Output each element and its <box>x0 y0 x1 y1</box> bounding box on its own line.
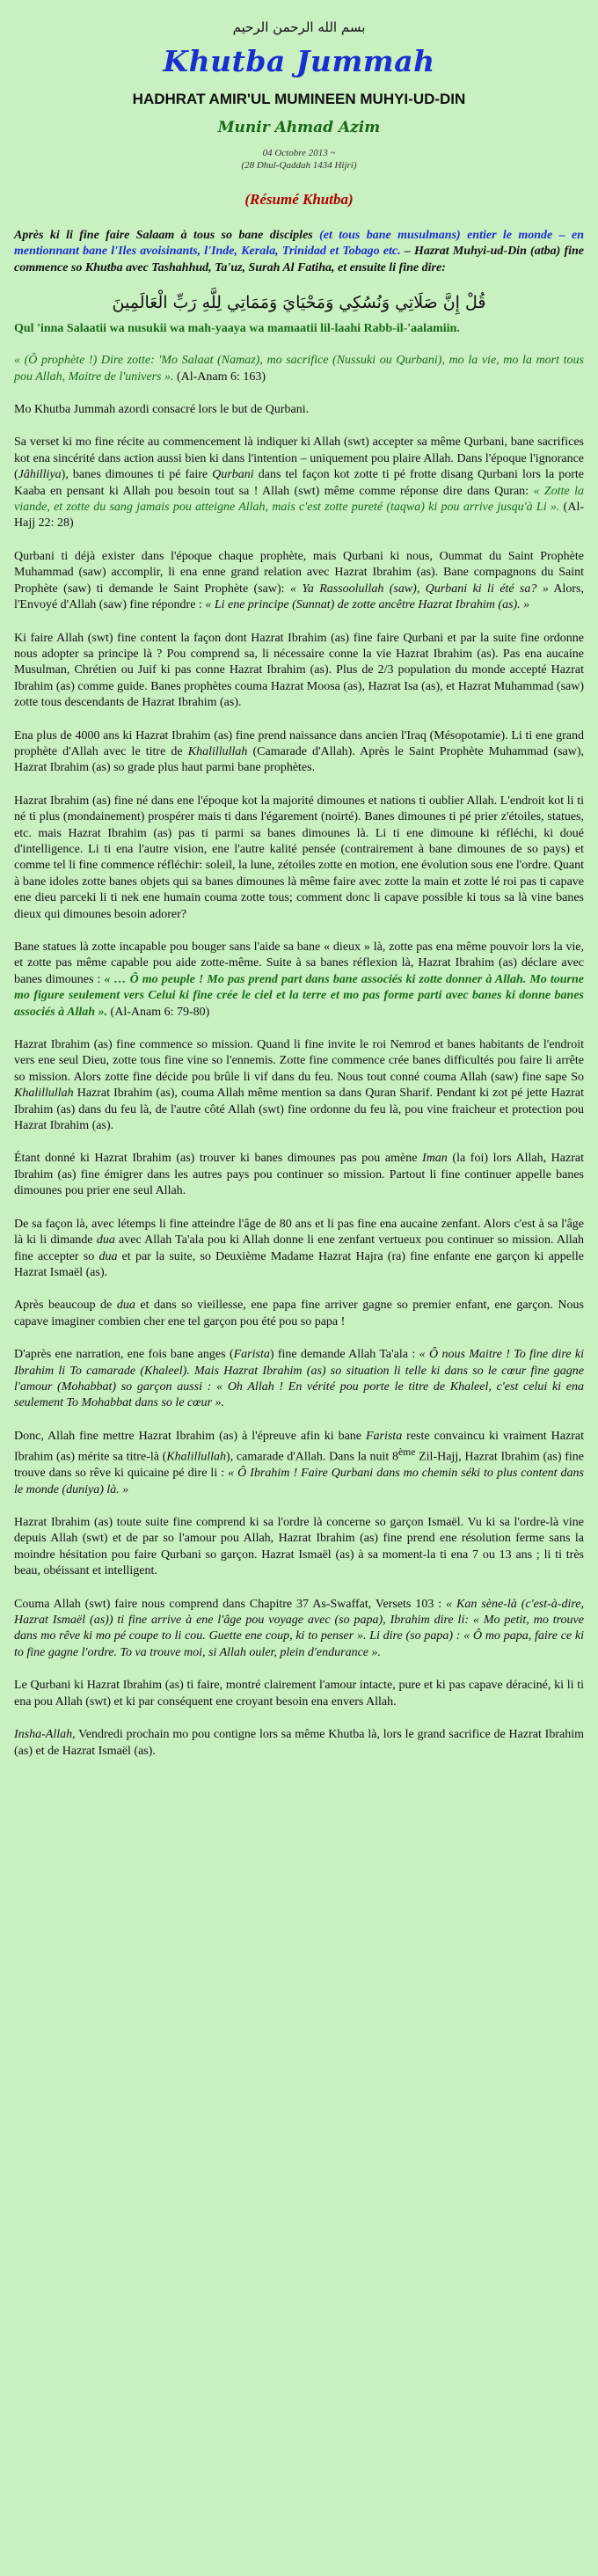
date-gregorian: 04 Octobre 2013 ~ <box>262 148 336 158</box>
paragraph-16: Le Qurbani ki Hazrat Ibrahim (as) ti faire, montré clairement l'amour intacte, pure et ki pas capave déraciné, ki li ti ena pou Allah (swt) et ki par conséquent ene croyant besoin ena envers Allah. <box>14 1679 584 1709</box>
verse-transliteration: Qul 'inna Salaatii wa nusukii wa mah-yaaya wa mamaatii lil-laahi Rabb-il-'aalamiin. <box>14 322 460 336</box>
paragraph-5: Ena plus de 4000 ans ki Hazrat Ibrahim (as) fine prend naissance dans ancien l'Iraq (Mésopotamie). Li ti ene grand prophète d'Allah avec le titre de Khalillullah (Camarade d'Allah). Après le Saint Prophète Muhammad (saw), Hazrat Ibrahim (as) so grade plus haut parmi bane prophètes. <box>14 728 585 775</box>
paragraph-10: De sa façon là, avec létemps li fine atteindre l'âge de 80 ans et li pas fine ena aucaine zenfant. Alors c'est à sa l'âge là ki li dimande dua avec Allah Ta'ala pou ki Allah donne li ene zenfant vertueux pou continuer so mission. Allah fine accepter so dua et par la suite, so Deuxième Madame Hazrat Hajra (ra) fine enfante ene garçon ki appelle Hazrat Ismaël (as). <box>14 1217 584 1279</box>
paragraph-13: Donc, Allah fine mettre Hazrat Ibrahim (as) à l'épreuve afin ki bane Farista reste convaincu ki vraiment Hazrat Ibrahim (as) mérite sa titre-là (Khalillullah), camarade d'Allah. Dans la nuit 8ème Zil-Hajj, Hazrat Ibrahim (as) fine trouve dans so rêve ki quicaine pé dire li : « Ô Ibrahim ! Faire Qurbani dans mo chemin séki to plus content dans le monde (duniya) là. » <box>14 1429 584 1497</box>
page-title: Khutba Jummah <box>163 44 435 78</box>
verse-translation: « (Ô prophète !) Dire zotte: 'Mo Salaat (Namaz), mo sacrifice (Nussuki ou Qurbani), mo la vie, mo la mort tous pou Allah, Maitre de l'univers ». (Al-Anam 6: 163) <box>14 354 584 384</box>
author-name: Munir Ahmad Azim <box>217 119 381 136</box>
bismillah: بسم الله الرحمن الرحيم <box>232 19 366 35</box>
paragraph-2: Sa verset ki mo fine récite au commencement là indiquer ki Allah (swt) accepter sa même Qurbani, bane sacrifices kot ena sincérité dans action aussi bien ki dans l'intention – uniquement pou plaire Allah. Dans l'époque l'ignorance (Jâhilliya), banes dimounes ti pé faire Qurbani dans tel façon kot zotte ti pé frotte disang Qurbani lors la porte Kaaba en pensant ki Allah pou besoin tout sa ! Allah (swt) même comme réponse dire dans Quran: « Zotte la viande, et zotte du sang jamais pou atteigne Allah, mais c'est zotte pureté (taqwa) ki pou arrive jusqu'à Li ». (Al-Hajj 22: 28) <box>14 435 585 531</box>
paragraph-14: Hazrat Ibrahim (as) toute suite fine comprend ki sa l'ordre là concerne so garçon Ismaël. Vu ki sa l'ordre-là vine depuis Allah (swt) et de par so l'amour pou Allah, Hazrat Ibrahim (as) fine prend ene résolution ferme sans la moindre hésitation pou faire Qurbani so garçon. Hazrat Ismaël (as) à sa moment-la ti ena 7 ou 13 ans ; li ti très beau, obéissant et intelligent. <box>14 1516 584 1578</box>
intro-paragraph: Après ki li fine faire Salaam à tous so bane disciples (et tous bane musulmans) entier le monde – en mentionnant bane l'Iles avoisinants, l'Inde, Kerala, Trinidad et Tobago etc. – Hazrat Muhyi-ud-Din (atba) fine commence so Khutba avec Tashahhud, Ta'uz, Surah Al Fatiha, et ensuite li fine dire: <box>14 229 584 274</box>
date-hijri: (28 Dhul-Qaddah 1434 Hijri) <box>241 160 357 171</box>
paragraph-3: Qurbani ti déjà exister dans l'époque chaque prophète, mais Qurbani ki nous, Oummat du Saint Prophète Muhammad (saw) accomplir, li ena enne grand relation avec Hazrat Ibrahim (as). Bane compagnons du Saint Prophète (saw) ti demande le Saint Prophète (saw): « Ya Rassoolullah (saw), Qurbani ki li été sa? » Alors, l'Envoyé d'Allah (saw) fine répondre : « Li ene principe (Sunnat) de zotte ancêtre Hazrat Ibrahim (as). » <box>14 549 585 612</box>
paragraph-7: Bane statues là zotte incapable pou bouger sans l'aide sa bane « dieux » là, zotte pas ena même pouvoir lors la vie, et zotte pas même capable pou aide zotte-même. Suite à sa banes réflexion là, Hazrat Ibrahim (as) déclare avec banes dimounes : « … Ô mo peuple ! Mo pas prend part dans bane associés ki zotte donner à Allah. Mo tourne mo figure seulement vers Celui ki fine crée le ciel et la terre et mo pas forme parti avec banes ki donne banes associés à Allah ». (Al-Anam 6: 79-80) <box>14 940 584 1019</box>
resume-heading: (Résumé Khutba) <box>244 191 354 208</box>
arabic-verse: قُلْ إِنَّ صَلَاتِي وَنُسُكِي وَمَحْيَايَ وَمَمَاتِي لِلَّهِ رَبِّ الْعَالَمِينَ <box>112 293 486 313</box>
paragraph-1: Mo Khutba Jummah azordi consacré lors le but de Qurbani. <box>14 403 310 417</box>
paragraph-8: Hazrat Ibrahim (as) fine commence so mission. Quand li fine invite le roi Nemrod et banes habitants de l'endroit vers ene seul Dieu, zotte tous fine vine so l'ennemis. Zotte fine commence crée banes difficultés pou faire li arrête so mission. Alors zotte fine décide pou brûle li vif dans du feu. Nous tout conné couma Allah (saw) fine sape So Khalillullah Hazrat Ibrahim (as), couma Allah même mention sa dans Quran Sharif. Pendant ki zot pé jette Hazrat Ibrahim (as) dans du feu là, de l'autre côté Allah (swt) fine ordonne du feu là, pou vine fraicheur et protection pou Hazrat Ibrahim (as). <box>14 1038 584 1133</box>
paragraph-15: Couma Allah (swt) faire nous comprend dans Chapitre 37 As-Swaffat, Versets 103 : « Kan sène-là (c'est-à-dire, Hazrat Ismaël (as)) ti fine arrive à ene l'âge pou voyage avec (so papa), Ibrahim dire li: « Mo petit, mo trouve dans mo rêve ki mo pé coupe to li cou. Guette ene coup, ki to penser ». Li dire (so papa) : « Ô mo papa, faire ce ki to fine gagne l'ordre. To va trouve moi, si Allah ouler, plein d'endurance ». <box>14 1597 584 1659</box>
paragraph-12: D'après ene narration, ene fois bane anges (Farista) fine demande Allah Ta'ala : « Ô nous Maitre ! To fine dire ki Ibrahim li To camarade (Khaleel). Mais Hazrat Ibrahim (as) so situation li telle ki dans so le cœur fine gagne l'amour (Mohabbat) so garçon aussi : « Oh Allah ! En vérité pou porte le titre de Khaleel, c'est celui ki ena seulement To Mohabbat dans so le cœur ». <box>14 1348 584 1410</box>
paragraph-6: Hazrat Ibrahim (as) fine né dans ene l'époque kot la majorité dimounes et nations ti oublier Allah. L'endroit kot li ti né ti plus (mondainement) prospérer mais ti dans l'égarement (noirté). Banes dimounes ti pé prier z'étoiles, statues, etc. mais Hazrat Ibrahim (as) pas ti parmi sa banes dimounes là. Li ti ene dimoune ki réfléchi, ki doué d'intelligence. Li ti ena l'autre vision, ene l'autre kalité pensée (contrairement à bane dimounes de so pays) et comme tel li fine commence réfléchir: soleil, la lune, zétoiles zotte en motion, ene évolution sous ene l'ordre. Quant à bane idoles zotte banes objets qui sa banes dimounes là même faire avec zotte la main et zotte lé roi pas ti capave ene dieu parceki li ti nek ene humain couma zotte tous; comment donc li capave possible ki tous sa là vine banes dieux qui dimounes besoin adorer? <box>14 794 584 921</box>
paragraph-11: Après beaucoup de dua et dans so vieillesse, ene papa fine arriver gagne so premier enfant, ene garçon. Nous capave imaginer combien cher ene tel garçon pou été pou so papa ! <box>14 1299 584 1328</box>
paragraph-4: Ki faire Allah (swt) fine content la façon dont Hazrat Ibrahim (as) fine faire Qurbani et par la suite fine ordonne nous adopter sa principe là ? Pou comprend sa, li nécessaire conne la vie Hazrat Ibrahim (as). Pas ena aucaine Musulman, Chrétien ou Juif ki pas conne Hazrat Ibrahim (as). Plus de 2/3 population du monde accepté Hazrat Ibrahim (as) comme guide. Banes prophètes couma Hazrat Moosa (as), Hazrat Isa (as), et Hazrat Muhammad (saw) zotte tous descendants de Hazrat Ibrahim (as). <box>14 631 584 710</box>
paragraph-9: Étant donné ki Hazrat Ibrahim (as) trouver ki banes dimounes pas pou amène Iman (la foi) lors Allah, Hazrat Ibrahim (as) fine émigrer dans les autres pays pou continuer so mission. Partout li fine continuer appelle banes dimounes pou prier ene seul Allah. <box>14 1152 584 1198</box>
paragraph-17: Insha-Allah, Vendredi prochain mo pou contigne lors sa même Khutba là, lors le grand sacrifice de Hazrat Ibrahim (as) et de Hazrat Ismaël (as). <box>14 1728 584 1758</box>
subtitle: HADHRAT AMIR'UL MUMINEEN MUHYI-UD-DIN <box>132 91 466 107</box>
